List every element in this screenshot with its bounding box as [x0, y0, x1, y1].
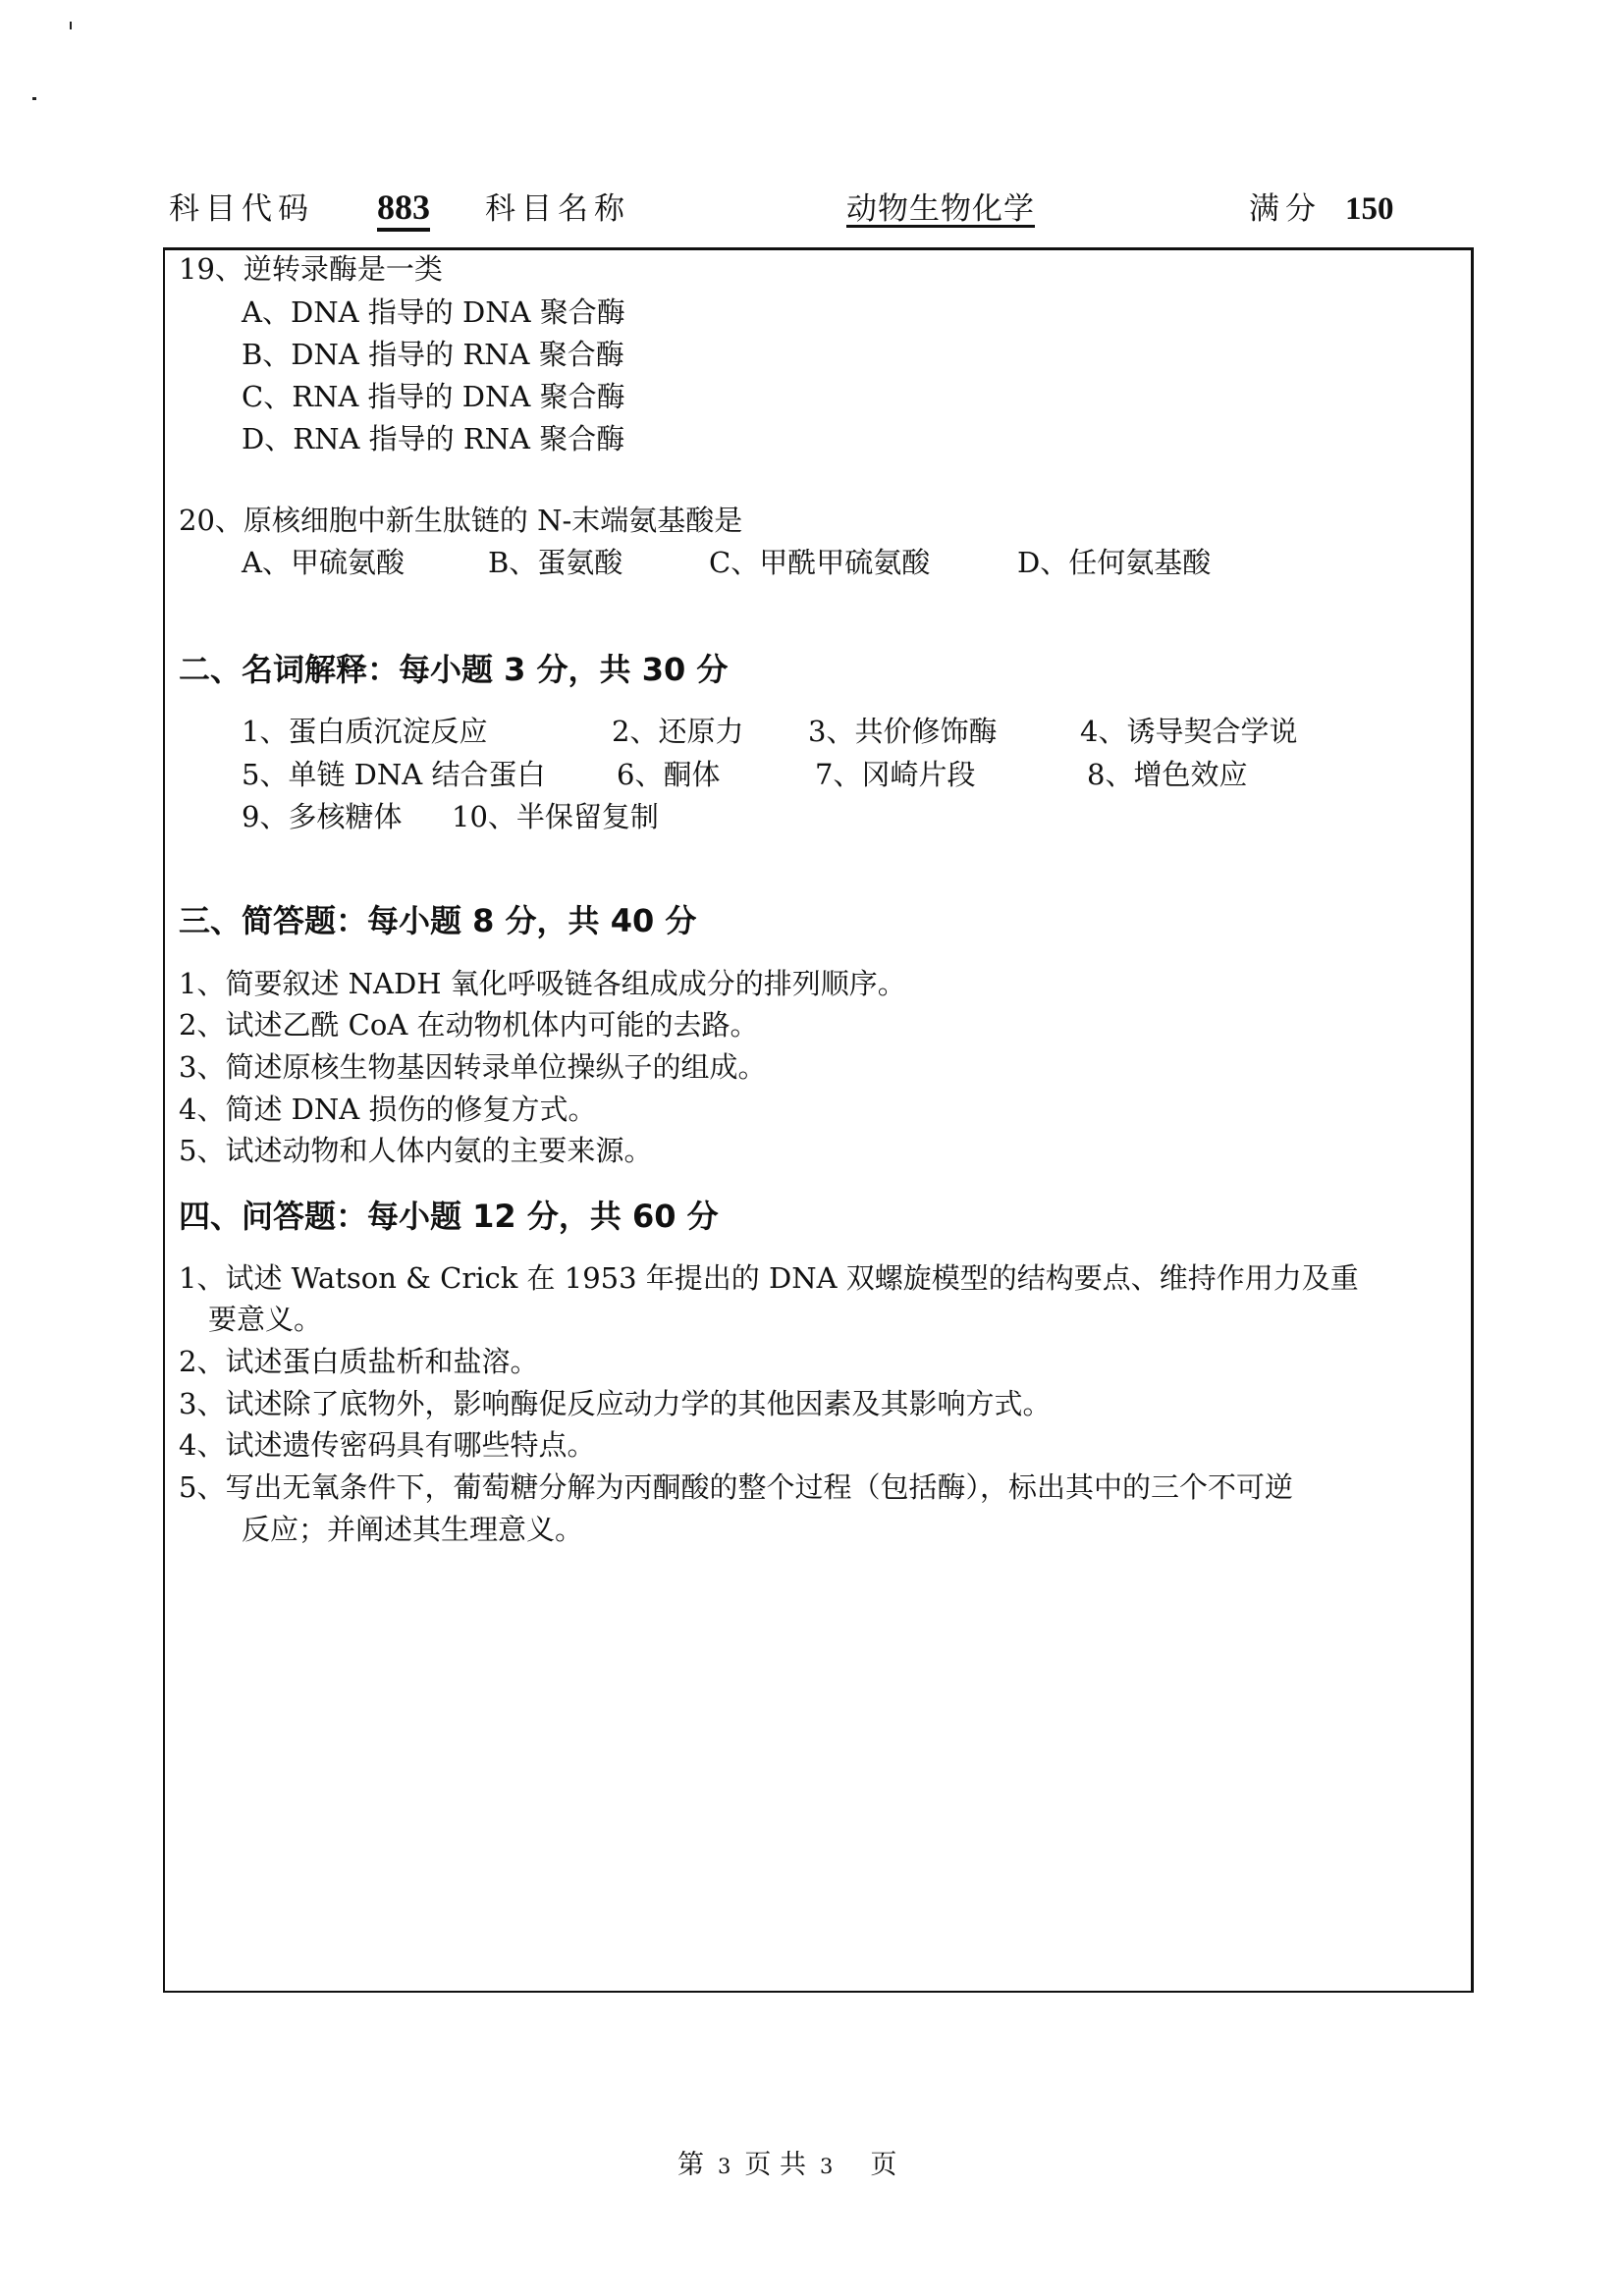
subject-name-label: 科目名称	[485, 191, 630, 227]
subject-code-label: 科目代码	[169, 191, 314, 227]
full-score: 150	[1345, 191, 1394, 227]
question-19-option-c: C、RNA 指导的 DNA 聚合酶	[242, 380, 625, 413]
question-19-stem: 19、逆转录酶是一类	[179, 252, 443, 286]
essay-question-4: 4、试述遗传密码具有哪些特点。	[179, 1428, 596, 1462]
term-7: 7、冈崎片段	[815, 758, 976, 791]
exam-header	[169, 185, 1435, 234]
question-20-option-c: C、甲酰甲硫氨酸	[709, 546, 931, 579]
question-19-option-d: D、RNA 指导的 RNA 聚合酶	[242, 422, 625, 455]
short-answer-5: 5、试述动物和人体内氨的主要来源。	[179, 1134, 653, 1167]
essay-question-2: 2、试述蛋白质盐析和盐溶。	[179, 1345, 539, 1378]
footer-suffix: 页	[870, 2150, 897, 2180]
question-20-option-b: B、蛋氨酸	[488, 546, 623, 579]
term-2: 2、还原力	[612, 715, 744, 748]
question-20-option-a: A、甲硫氨酸	[242, 546, 405, 579]
term-3: 3、共价修饰酶	[808, 715, 998, 748]
subject-name: 动物生物化学	[846, 191, 1035, 227]
term-8: 8、增色效应	[1087, 758, 1248, 791]
question-20-option-d: D、任何氨基酸	[1017, 546, 1212, 579]
question-19-option-b: B、DNA 指导的 RNA 聚合酶	[242, 338, 624, 371]
essay-question-3: 3、试述除了底物外，影响酶促反应动力学的其他因素及其影响方式。	[179, 1387, 1052, 1420]
footer-middle: 页 共	[744, 2150, 806, 2180]
total-pages-number: 3	[819, 2155, 834, 2178]
section-2-title: 二、名词解释：每小题 3 分，共 30 分	[179, 651, 729, 688]
term-5: 5、单链 DNA 结合蛋白	[242, 758, 546, 791]
page-footer	[677, 2148, 896, 2184]
subject-code: 883	[377, 187, 430, 232]
scan-speck	[70, 22, 72, 29]
short-answer-1: 1、简要叙述 NADH 氧化呼吸链各组成成分的排列顺序。	[179, 967, 906, 1000]
scan-speck	[32, 97, 36, 100]
term-4: 4、诱导契合学说	[1080, 715, 1298, 748]
essay-question-1: 1、试述 Watson & Crick 在 1953 年提出的 DNA 双螺旋模型的结构要点、维持作用力及重	[179, 1261, 1359, 1295]
full-score-label: 满分	[1249, 191, 1322, 227]
term-9: 9、多核糖体	[242, 800, 403, 833]
current-page-number: 3	[718, 2155, 731, 2178]
short-answer-3: 3、简述原核生物基因转录单位操纵子的组成。	[179, 1050, 767, 1084]
term-1: 1、蛋白质沉淀反应	[242, 715, 488, 748]
question-20-stem: 20、原核细胞中新生肽链的 N-末端氨基酸是	[179, 504, 743, 537]
essay-question-5: 5、写出无氧条件下，葡萄糖分解为丙酮酸的整个过程（包括酶），标出其中的三个不可逆	[179, 1470, 1293, 1504]
essay-question-1-continued: 要意义。	[208, 1303, 323, 1336]
short-answer-2: 2、试述乙酰 CoA 在动物机体内可能的去路。	[179, 1008, 759, 1041]
question-19-option-a: A、DNA 指导的 DNA 聚合酶	[242, 295, 625, 329]
section-3-title: 三、简答题：每小题 8 分，共 40 分	[179, 902, 697, 939]
footer-prefix: 第	[677, 2150, 704, 2180]
section-4-title: 四、问答题：每小题 12 分，共 60 分	[179, 1198, 719, 1235]
term-10: 10、半保留复制	[452, 800, 659, 833]
short-answer-4: 4、简述 DNA 损伤的修复方式。	[179, 1093, 597, 1126]
term-6: 6、酮体	[617, 758, 721, 791]
essay-question-5-continued: 反应；并阐述其生理意义。	[242, 1513, 584, 1546]
